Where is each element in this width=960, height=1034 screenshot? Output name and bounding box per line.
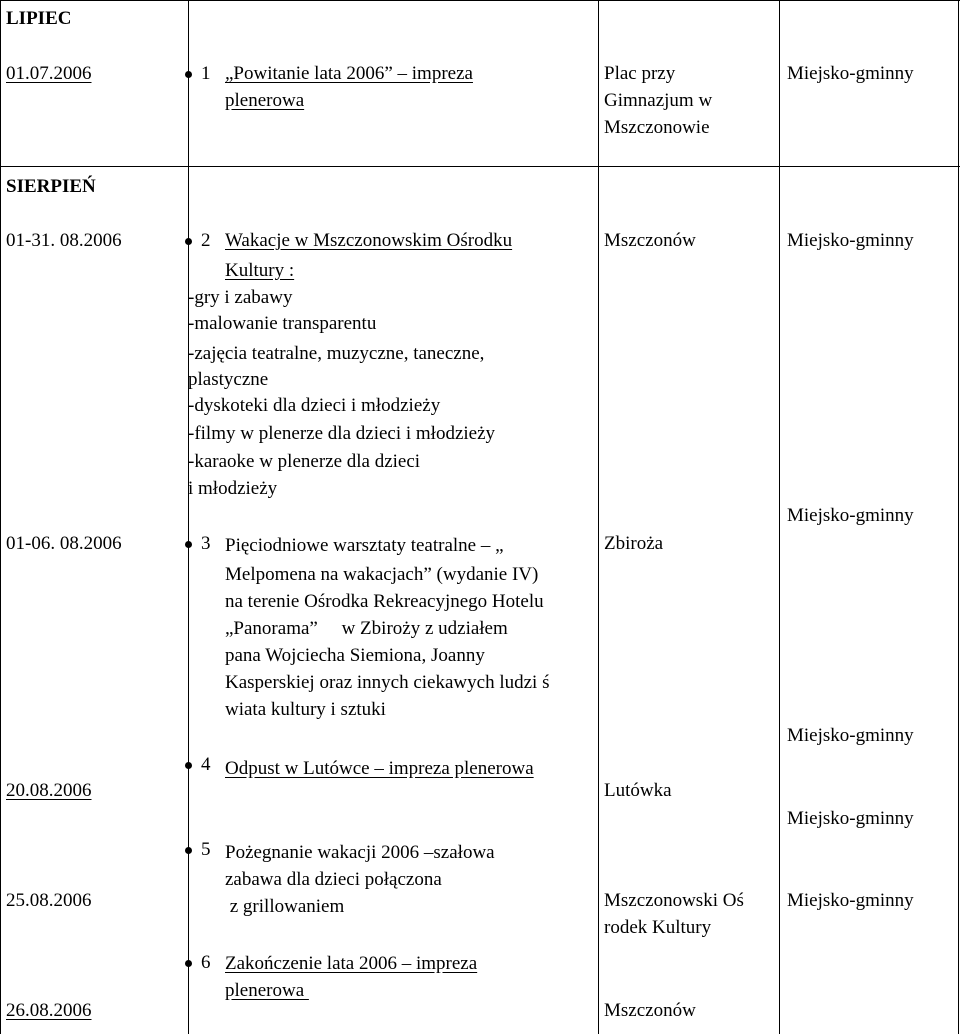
row-3-title-line: „Panorama” w Zbiroży z udziałem bbox=[225, 618, 508, 639]
row-2-number: 2 bbox=[201, 230, 211, 251]
row-5-number: 5 bbox=[201, 839, 211, 860]
row-6-title-line: plenerowa bbox=[225, 980, 309, 1001]
row-4-scope: Miejsko-gminny bbox=[787, 808, 914, 829]
row-2-date: 01-31. 08.2006 bbox=[6, 230, 122, 251]
row-1-date: 01.07.2006 bbox=[6, 63, 92, 84]
bullet-icon bbox=[185, 71, 192, 78]
row-2-detail: i młodzieży bbox=[188, 478, 278, 499]
section-label-august: SIERPIEŃ bbox=[6, 176, 96, 197]
row-1-place-line-2-text: Gimnazjum w bbox=[604, 90, 713, 111]
bullet-icon bbox=[185, 541, 192, 548]
bullet-icon bbox=[185, 960, 192, 967]
row-2-scope: Miejsko-gminny bbox=[787, 230, 914, 251]
border-left bbox=[0, 0, 1, 1034]
row-5-scope: Miejsko-gminny bbox=[787, 890, 914, 911]
row-6-place: Mszczonów bbox=[604, 1000, 696, 1021]
row-3-scope: Miejsko-gminny bbox=[787, 725, 914, 746]
row-2-detail: -malowanie transparentu bbox=[188, 313, 377, 334]
row-4-place: Lutówka bbox=[604, 780, 672, 801]
row-2-detail: -dyskoteki dla dzieci i młodzieży bbox=[188, 395, 441, 416]
row-4-number: 4 bbox=[201, 754, 211, 775]
row-3-title-line: Kasperskiej oraz innych ciekawych ludzi ś bbox=[225, 672, 550, 693]
row-1-number: 1 bbox=[201, 63, 211, 84]
row-4-date: 20.08.2006 bbox=[6, 780, 92, 801]
row-4-title-line: Odpust w Lutówce – impreza plenerowa bbox=[225, 758, 534, 779]
row-2-title-line-1: Wakacje w Mszczonowskim Ośrodku bbox=[225, 230, 513, 251]
row-1-place-line-1: Plac przy bbox=[604, 63, 676, 84]
row-6-date: 26.08.2006 bbox=[6, 1000, 92, 1021]
row-2-detail: -gry i zabawy bbox=[188, 287, 293, 308]
row-1-title-line-2: plenerowa bbox=[225, 90, 305, 111]
border-top bbox=[0, 0, 960, 1]
row-3-number: 3 bbox=[201, 533, 211, 554]
row-2-title-line-2: Kultury : bbox=[225, 260, 295, 281]
row-5-title-line: Pożegnanie wakacji 2006 –szałowa bbox=[225, 842, 495, 863]
row-5-date: 25.08.2006 bbox=[6, 890, 92, 911]
extra-scope: Miejsko-gminny bbox=[787, 505, 914, 526]
row-6-title-line: Zakończenie lata 2006 – impreza bbox=[225, 953, 478, 974]
row-1-place-line-3: Mszczonowie bbox=[604, 117, 710, 138]
row-6-number: 6 bbox=[201, 952, 211, 973]
row-5-place-line: rodek Kultury bbox=[604, 917, 712, 938]
col-divider-1 bbox=[188, 0, 189, 1034]
row-5-title-line: zabawa dla dzieci połączona bbox=[225, 869, 442, 890]
row-1-place-line-2 bbox=[604, 88, 770, 114]
section-label-july: LIPIEC bbox=[6, 8, 72, 29]
bullet-icon bbox=[185, 762, 192, 769]
row-2-detail: plastyczne bbox=[188, 369, 269, 390]
row-3-title-line: wiata kultury i sztuki bbox=[225, 699, 386, 720]
border-right bbox=[958, 0, 959, 1034]
row-3-title-line: pana Wojciecha Siemiona, Joanny bbox=[225, 645, 485, 666]
row-3-title-line: na terenie Ośrodka Rekreacyjnego Hotelu bbox=[225, 591, 544, 612]
col-divider-2 bbox=[598, 0, 599, 1034]
row-2-detail: -filmy w plenerze dla dzieci i młodzieży bbox=[188, 423, 496, 444]
col-divider-3 bbox=[779, 0, 780, 1034]
row-divider bbox=[0, 166, 960, 167]
row-3-title-line: Melpomena na wakacjach” (wydanie IV) bbox=[225, 564, 539, 585]
row-3-date: 01-06. 08.2006 bbox=[6, 533, 122, 554]
row-1-title-line-1: „Powitanie lata 2006” – impreza bbox=[225, 63, 473, 84]
bullet-icon bbox=[185, 238, 192, 245]
row-2-place: Mszczonów bbox=[604, 230, 696, 251]
row-3-title-line: Pięciodniowe warsztaty teatralne – „ bbox=[225, 535, 504, 556]
row-5-title-line: z grillowaniem bbox=[225, 896, 345, 917]
bullet-icon bbox=[185, 847, 192, 854]
row-1-scope: Miejsko-gminny bbox=[787, 63, 914, 84]
row-5-place-line: Mszczonowski Oś bbox=[604, 890, 744, 911]
row-2-detail: -zajęcia teatralne, muzyczne, taneczne, bbox=[188, 343, 485, 364]
row-3-place: Zbiroża bbox=[604, 533, 664, 554]
row-2-detail: -karaoke w plenerze dla dzieci bbox=[188, 451, 421, 472]
